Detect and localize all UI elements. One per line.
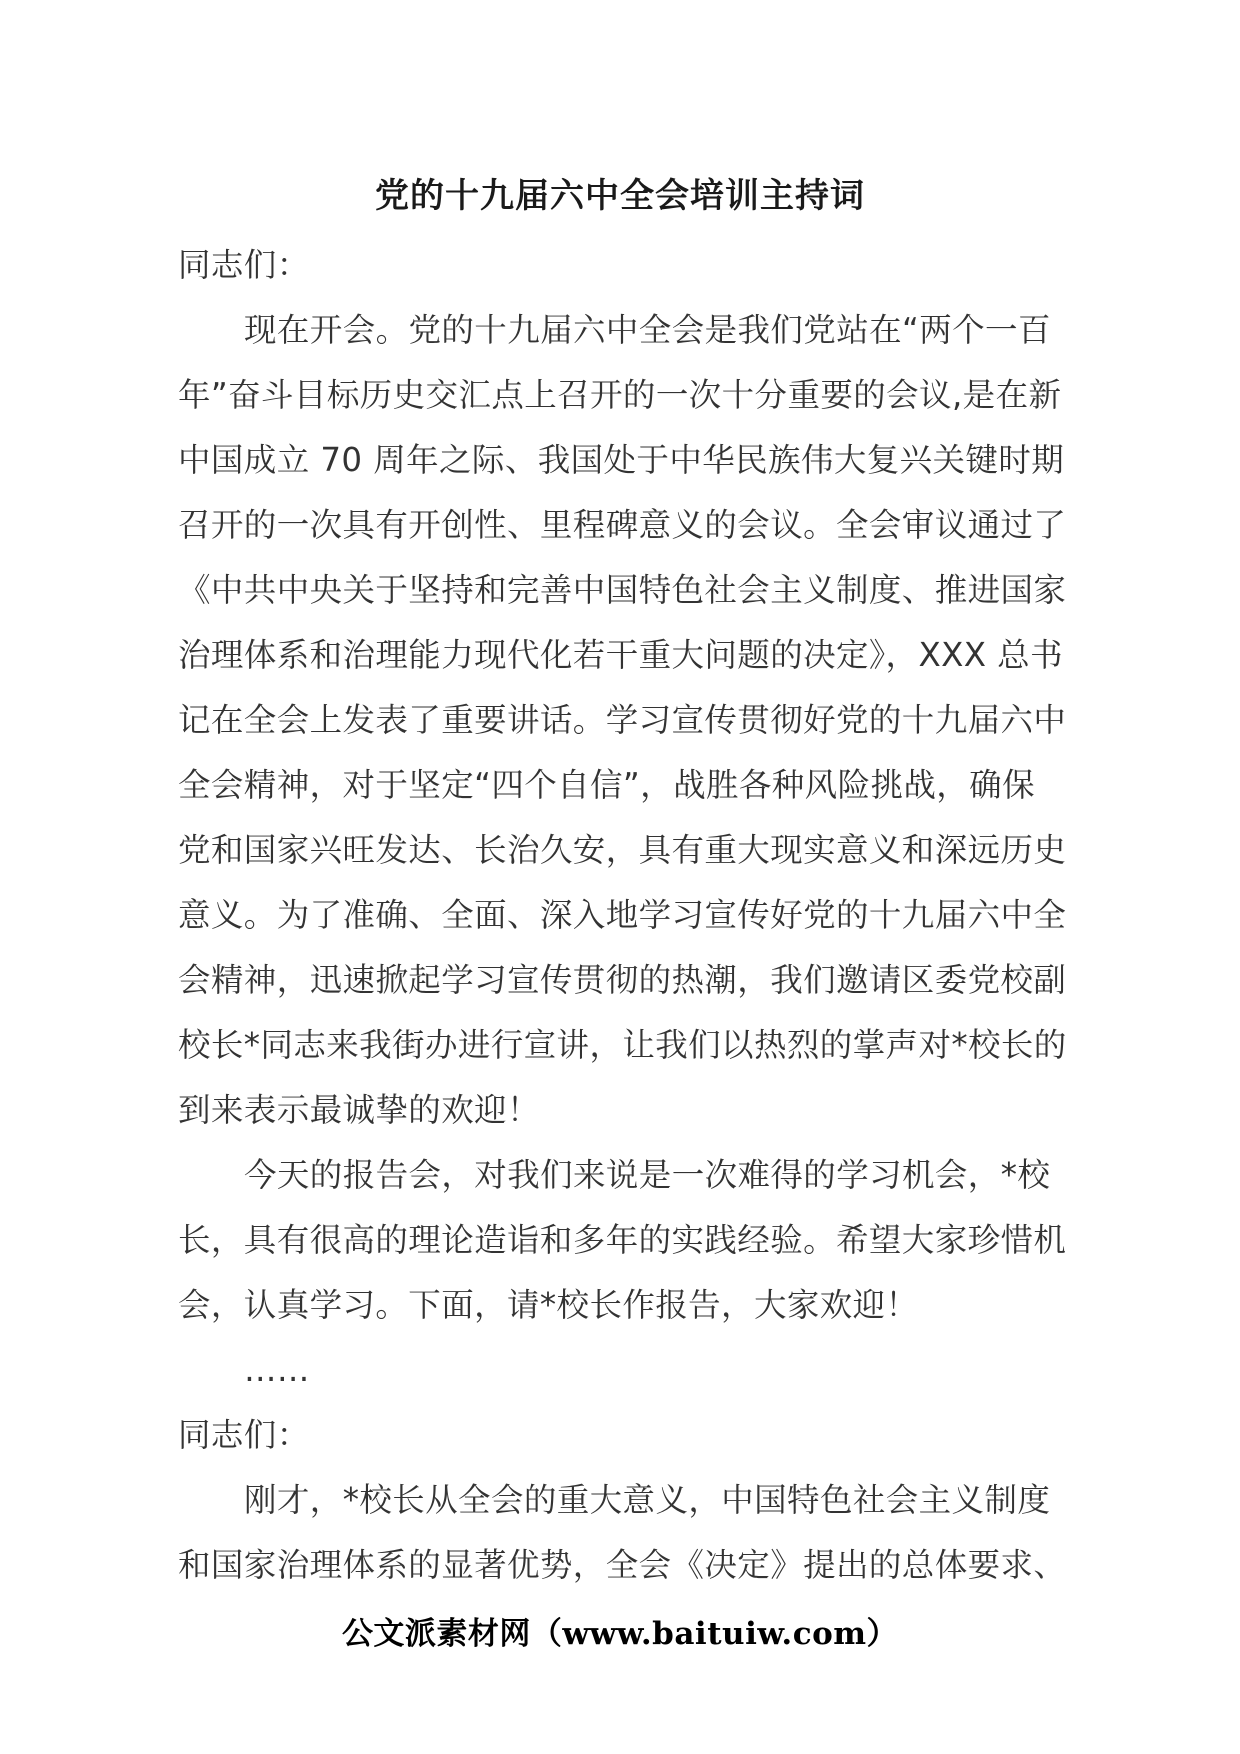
body-line: 记在全会上发表了重要讲话。学习宣传贯彻好党的十九届六中 [178,701,1067,739]
body-line: 党和国家兴旺发达、长治久安，具有重大现实意义和深远历史 [178,831,1067,869]
body-line: 年”奋斗目标历史交汇点上召开的一次十分重要的会议,是在新 [178,376,1062,414]
body-line: 会，认真学习。下面，请*校长作报告，大家欢迎！ [178,1286,919,1324]
document-body [178,233,1095,1598]
body-line: 到来表示最诚挚的欢迎！ [178,1091,540,1129]
body-line: 会精神，迅速掀起学习宣传贯彻的热潮，我们邀请区委党校副 [178,961,1067,999]
body-line: 校长*同志来我街办进行宣讲，让我们以热烈的掌声对*校长的 [178,1026,1067,1064]
body-line: 全会精神，对于坚定“四个自信”，战胜各种风险挑战，确保 [178,766,1035,804]
body-line: 同志们： [178,246,310,284]
body-line: 刚才，*校长从全会的重大意义，中国特色社会主义制度 [244,1481,1051,1519]
body-line: 召开的一次具有开创性、里程碑意义的会议。全会审议通过了 [178,506,1067,544]
body-line: 意义。为了准确、全面、深入地学习宣传好党的十九届六中全 [178,896,1067,934]
body-line: 现在开会。党的十九届六中全会是我们党站在“两个一百 [244,311,1051,349]
body-line: 治理体系和治理能力现代化若干重大问题的决定》，XXX 总书 [178,636,1063,674]
body-line: …… [244,1351,310,1389]
body-line: 中国成立 70 周年之际、我国处于中华民族伟大复兴关键时期 [178,441,1065,479]
body-line: 《中共中央关于坚持和完善中国特色社会主义制度、推进国家 [178,571,1067,609]
body-line: 和国家治理体系的显著优势，全会《决定》提出的总体要求、 [178,1546,1067,1584]
body-line: 同志们： [178,1416,310,1454]
document-title: 党的十九届六中全会培训主持词 [375,176,865,216]
body-line: 今天的报告会，对我们来说是一次难得的学习机会，*校 [244,1156,1051,1194]
body-line: 长，具有很高的理论造诣和多年的实践经验。希望大家珍惜机 [178,1221,1067,1259]
footer-watermark: 公文派素材网（www.baituiw.com） [341,1616,899,1652]
